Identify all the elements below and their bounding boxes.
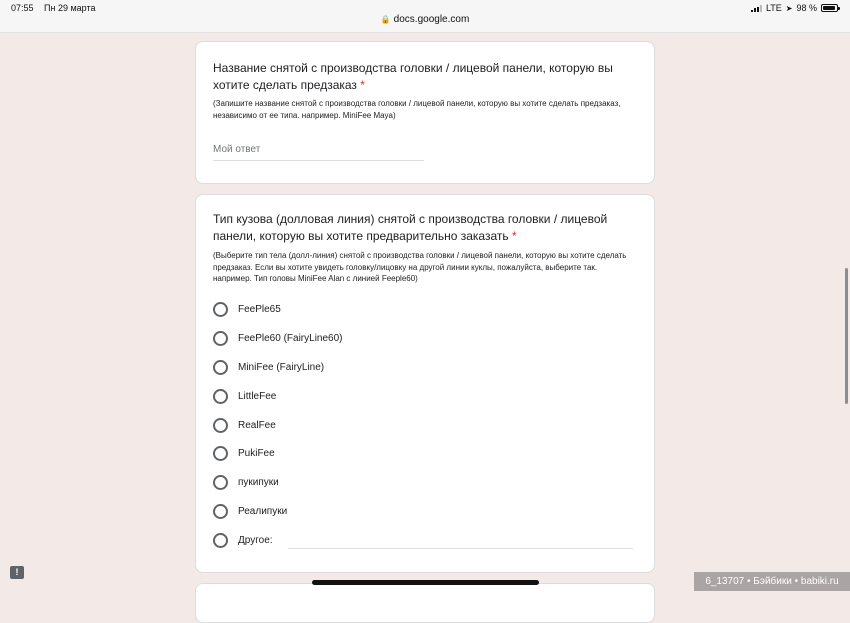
radio-button[interactable] bbox=[213, 331, 228, 346]
location-icon: ➤ bbox=[785, 3, 793, 13]
radio-button[interactable] bbox=[213, 533, 228, 548]
radio-option-realfee[interactable] bbox=[213, 417, 276, 433]
radio-option-minifee[interactable] bbox=[213, 359, 324, 375]
radio-button[interactable] bbox=[213, 475, 228, 490]
watermark: 6_13707 • Бэйбики • babiki.ru bbox=[694, 572, 850, 591]
option-label: пукипуки bbox=[238, 476, 279, 488]
signal-icon bbox=[751, 5, 762, 12]
radio-option-realpuki[interactable] bbox=[213, 503, 287, 519]
question-title: Тип кузова (долловая линия) снятой с производства головки / лицевой панели, которую вы хотите предварительно заказать * bbox=[213, 212, 608, 243]
answer-placeholder: Мой ответ bbox=[213, 144, 261, 155]
lock-icon: 🔒 bbox=[380, 15, 391, 24]
required-asterisk: * bbox=[360, 78, 365, 92]
battery-percent: 98 % bbox=[796, 3, 817, 13]
option-label: Другое: bbox=[238, 534, 273, 546]
radio-button[interactable] bbox=[213, 504, 228, 519]
radio-button[interactable] bbox=[213, 360, 228, 375]
status-bar bbox=[0, 0, 850, 33]
option-label: MiniFee (FairyLine) bbox=[238, 361, 325, 373]
question-title: Название снятой с производства головки / лицевой панели, которую вы хотите сделать предзаказ * bbox=[213, 61, 613, 92]
question-card-body-type bbox=[195, 194, 655, 573]
next-question-card bbox=[195, 583, 655, 623]
required-asterisk: * bbox=[511, 229, 517, 243]
status-indicators bbox=[751, 3, 838, 13]
address-bar[interactable] bbox=[0, 14, 850, 25]
option-label: FeePle65 bbox=[238, 303, 281, 315]
option-label: RealFee bbox=[238, 419, 276, 431]
status-date: Пн 29 марта bbox=[44, 3, 96, 13]
status-time: 07:55 bbox=[11, 3, 34, 13]
radio-option-feeple60[interactable] bbox=[213, 330, 343, 346]
question-card-head-name bbox=[195, 41, 655, 184]
radio-option-pukipuki[interactable] bbox=[213, 474, 279, 490]
radio-option-feeple65[interactable] bbox=[213, 301, 281, 317]
feedback-icon[interactable]: ! bbox=[10, 566, 24, 579]
other-answer-input[interactable] bbox=[288, 548, 633, 549]
radio-button[interactable] bbox=[213, 389, 228, 404]
option-label: LittleFee bbox=[238, 390, 277, 402]
radio-option-pukifee[interactable] bbox=[213, 445, 275, 461]
network-label: LTE bbox=[765, 3, 782, 13]
url-text: docs.google.com bbox=[393, 14, 470, 25]
question-description: (Запишите название снятой с производства головки / лицевой панели, которую вы хотите сделать предзаказ, независимо от ее типа. например. MiniFee Maya) bbox=[213, 99, 621, 120]
home-indicator[interactable] bbox=[312, 580, 539, 585]
option-label: FeePle60 (FairyLine60) bbox=[238, 332, 343, 344]
radio-button[interactable] bbox=[213, 446, 228, 461]
answer-input[interactable] bbox=[213, 142, 424, 161]
option-label: PukiFee bbox=[238, 447, 275, 459]
radio-button[interactable] bbox=[213, 418, 228, 433]
scrollbar[interactable] bbox=[845, 268, 848, 404]
question-description: (Выберите тип тела (долл-линия) снятой с производства головки / лицевой панели, которую вы хотите сделать предзаказ. Если вы хотите увидеть головку/лицовку на другой линии куклы, пожалуйста, выберите так. например. Тип головы MiniFee Alan с линией Feeple60) bbox=[213, 251, 627, 283]
radio-option-littlefee[interactable] bbox=[213, 388, 276, 404]
battery-icon bbox=[821, 4, 838, 12]
radio-button[interactable] bbox=[213, 302, 228, 317]
radio-option-other[interactable] bbox=[213, 532, 273, 548]
option-label: Реалипуки bbox=[238, 505, 288, 517]
